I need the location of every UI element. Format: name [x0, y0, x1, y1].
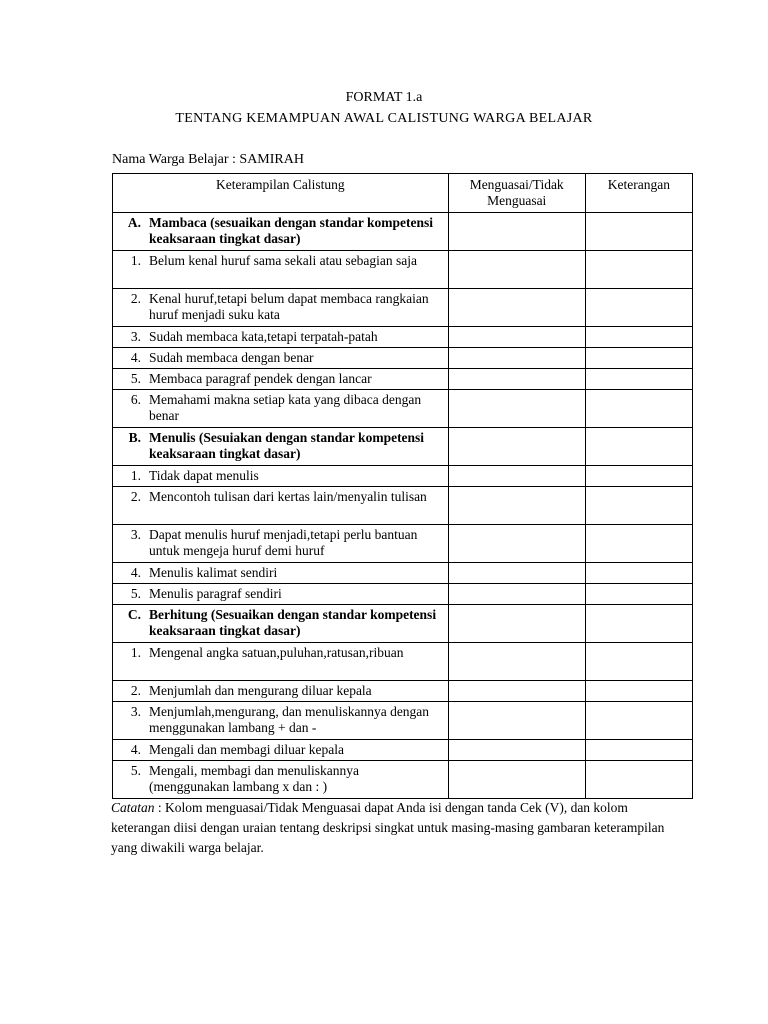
notes-cell[interactable] [585, 584, 692, 605]
skill-cell [113, 369, 449, 390]
item-text: Menjumlah dan mengurang diluar kepala [149, 683, 372, 698]
table-row [113, 681, 693, 702]
notes-cell[interactable] [585, 525, 692, 563]
item-number: 6. [130, 392, 141, 407]
item-number: 3. [130, 704, 141, 719]
mastery-cell[interactable] [448, 390, 585, 428]
mastery-cell[interactable] [448, 327, 585, 348]
notes-cell[interactable] [585, 761, 692, 799]
section-title: Berhitung (Sesuaikan dengan standar kompetensi keaksaraan tingkat dasar) [149, 607, 437, 638]
table-row [113, 466, 693, 487]
skill-cell [113, 563, 449, 584]
skill-cell [113, 702, 449, 740]
section-marker: A. [127, 215, 141, 230]
skill-cell [113, 584, 449, 605]
section-row [113, 605, 693, 643]
item-text: Membaca paragraf pendek dengan lancar [149, 371, 372, 386]
item-text: Belum kenal huruf sama sekali atau sebagian saja [149, 253, 418, 268]
mastery-cell[interactable] [448, 251, 585, 289]
format-title: FORMAT 1.a [345, 90, 423, 105]
item-text: Tidak dapat menulis [149, 468, 259, 483]
item-number: 2. [130, 489, 141, 504]
mastery-cell[interactable] [448, 681, 585, 702]
table-row [113, 584, 693, 605]
notes-cell[interactable] [585, 327, 692, 348]
notes-cell[interactable] [585, 563, 692, 584]
table-row [113, 390, 693, 428]
mastery-cell[interactable] [448, 584, 585, 605]
notes-cell[interactable] [585, 390, 692, 428]
item-number: 3. [130, 329, 141, 344]
notes-cell[interactable] [585, 348, 692, 369]
skill-cell [113, 525, 449, 563]
item-text: Kenal huruf,tetapi belum dapat membaca rangkaian huruf menjadi suku kata [149, 291, 429, 322]
item-text: Dapat menulis huruf menjadi,tetapi perlu bantuan untuk mengeja huruf demi huruf [149, 527, 418, 558]
item-number: 5. [130, 371, 141, 386]
skill-cell [113, 348, 449, 369]
item-text: Memahami makna setiap kata yang dibaca dengan benar [149, 392, 422, 423]
mastery-cell[interactable] [448, 740, 585, 761]
skill-cell [113, 487, 449, 525]
skill-cell [113, 740, 449, 761]
skill-cell [113, 327, 449, 348]
mastery-cell[interactable] [448, 213, 585, 251]
table-row [113, 327, 693, 348]
section-title: Menulis (Sesuiakan dengan standar kompetensi keaksaraan tingkat dasar) [149, 430, 425, 461]
section-cell [113, 605, 449, 643]
note-paragraph [111, 798, 671, 858]
item-number: 1. [130, 645, 141, 660]
skills-table [112, 173, 693, 799]
table-row [113, 525, 693, 563]
notes-cell[interactable] [585, 428, 692, 466]
mastery-cell[interactable] [448, 466, 585, 487]
mastery-cell[interactable] [448, 369, 585, 390]
item-number: 4. [130, 350, 141, 365]
item-number: 4. [130, 742, 141, 757]
note-text: : Kolom menguasai/Tidak Menguasai dapat Anda isi dengan tanda Cek (V), dan kolom keterangan diisi dengan uraian tentang deskripsi singkat untuk masing-masing gambaran keterampilan yang diwakili warga belajar. [111, 800, 665, 855]
notes-cell[interactable] [585, 466, 692, 487]
item-text: Mengali, membagi dan menuliskannya (menggunakan lambang x dan : ) [149, 763, 359, 794]
header-notes: Keterangan [585, 174, 692, 213]
item-text: Sudah membaca kata,tetapi terpatah-patah [149, 329, 378, 344]
notes-cell[interactable] [585, 643, 692, 681]
notes-cell[interactable] [585, 740, 692, 761]
section-row [113, 428, 693, 466]
section-title: Mambaca (sesuaikan dengan standar kompetensi keaksaraan tingkat dasar) [149, 215, 434, 246]
notes-cell[interactable] [585, 487, 692, 525]
table-row [113, 740, 693, 761]
mastery-cell[interactable] [448, 761, 585, 799]
table-body [113, 213, 693, 799]
item-number: 4. [130, 565, 141, 580]
skill-cell [113, 466, 449, 487]
skill-cell [113, 761, 449, 799]
section-row [113, 213, 693, 251]
mastery-cell[interactable] [448, 525, 585, 563]
table-row [113, 643, 693, 681]
student-name-line: Nama Warga Belajar : SAMIRAH [112, 152, 304, 167]
table-row [113, 251, 693, 289]
mastery-cell[interactable] [448, 702, 585, 740]
notes-cell[interactable] [585, 681, 692, 702]
mastery-cell[interactable] [448, 289, 585, 327]
item-number: 1. [130, 468, 141, 483]
section-marker: C. [127, 607, 141, 622]
notes-cell[interactable] [585, 369, 692, 390]
table-row [113, 702, 693, 740]
item-number: 5. [130, 586, 141, 601]
table-row [113, 369, 693, 390]
item-number: 5. [130, 763, 141, 778]
table-row [113, 563, 693, 584]
mastery-cell[interactable] [448, 563, 585, 584]
skill-cell [113, 251, 449, 289]
section-cell [113, 428, 449, 466]
item-number: 1. [130, 253, 141, 268]
note-label: Catatan [111, 800, 155, 815]
table-row [113, 761, 693, 799]
item-text: Sudah membaca dengan benar [149, 350, 314, 365]
mastery-cell[interactable] [448, 428, 585, 466]
item-text: Mencontoh tulisan dari kertas lain/menyalin tulisan [149, 489, 427, 504]
section-marker: B. [128, 430, 141, 445]
document-subtitle: TENTANG KEMAMPUAN AWAL CALISTUNG WARGA BELAJAR [175, 111, 593, 126]
table-row [113, 487, 693, 525]
mastery-cell[interactable] [448, 487, 585, 525]
item-text: Mengenal angka satuan,puluhan,ratusan,ribuan [149, 645, 404, 660]
mastery-cell[interactable] [448, 643, 585, 681]
notes-cell[interactable] [585, 213, 692, 251]
notes-cell[interactable] [585, 289, 692, 327]
item-text: Menulis kalimat sendiri [149, 565, 278, 580]
item-number: 3. [130, 527, 141, 542]
item-number: 2. [130, 683, 141, 698]
item-text: Mengali dan membagi diluar kepala [149, 742, 344, 757]
skill-cell [113, 289, 449, 327]
notes-cell[interactable] [585, 702, 692, 740]
notes-cell[interactable] [585, 605, 692, 643]
item-number: 2. [130, 291, 141, 306]
skill-cell [113, 643, 449, 681]
table-row [113, 289, 693, 327]
header-mastery: Menguasai/Tidak Menguasai [448, 174, 585, 213]
header-skills: Keterampilan Calistung [113, 174, 449, 213]
mastery-cell[interactable] [448, 605, 585, 643]
table-row [113, 348, 693, 369]
table-header-row [113, 174, 693, 213]
notes-cell[interactable] [585, 251, 692, 289]
section-cell [113, 213, 449, 251]
item-text: Menjumlah,mengurang, dan menuliskannya dengan menggunakan lambang + dan - [149, 704, 430, 735]
skill-cell [113, 390, 449, 428]
skill-cell [113, 681, 449, 702]
item-text: Menulis paragraf sendiri [149, 586, 282, 601]
mastery-cell[interactable] [448, 348, 585, 369]
